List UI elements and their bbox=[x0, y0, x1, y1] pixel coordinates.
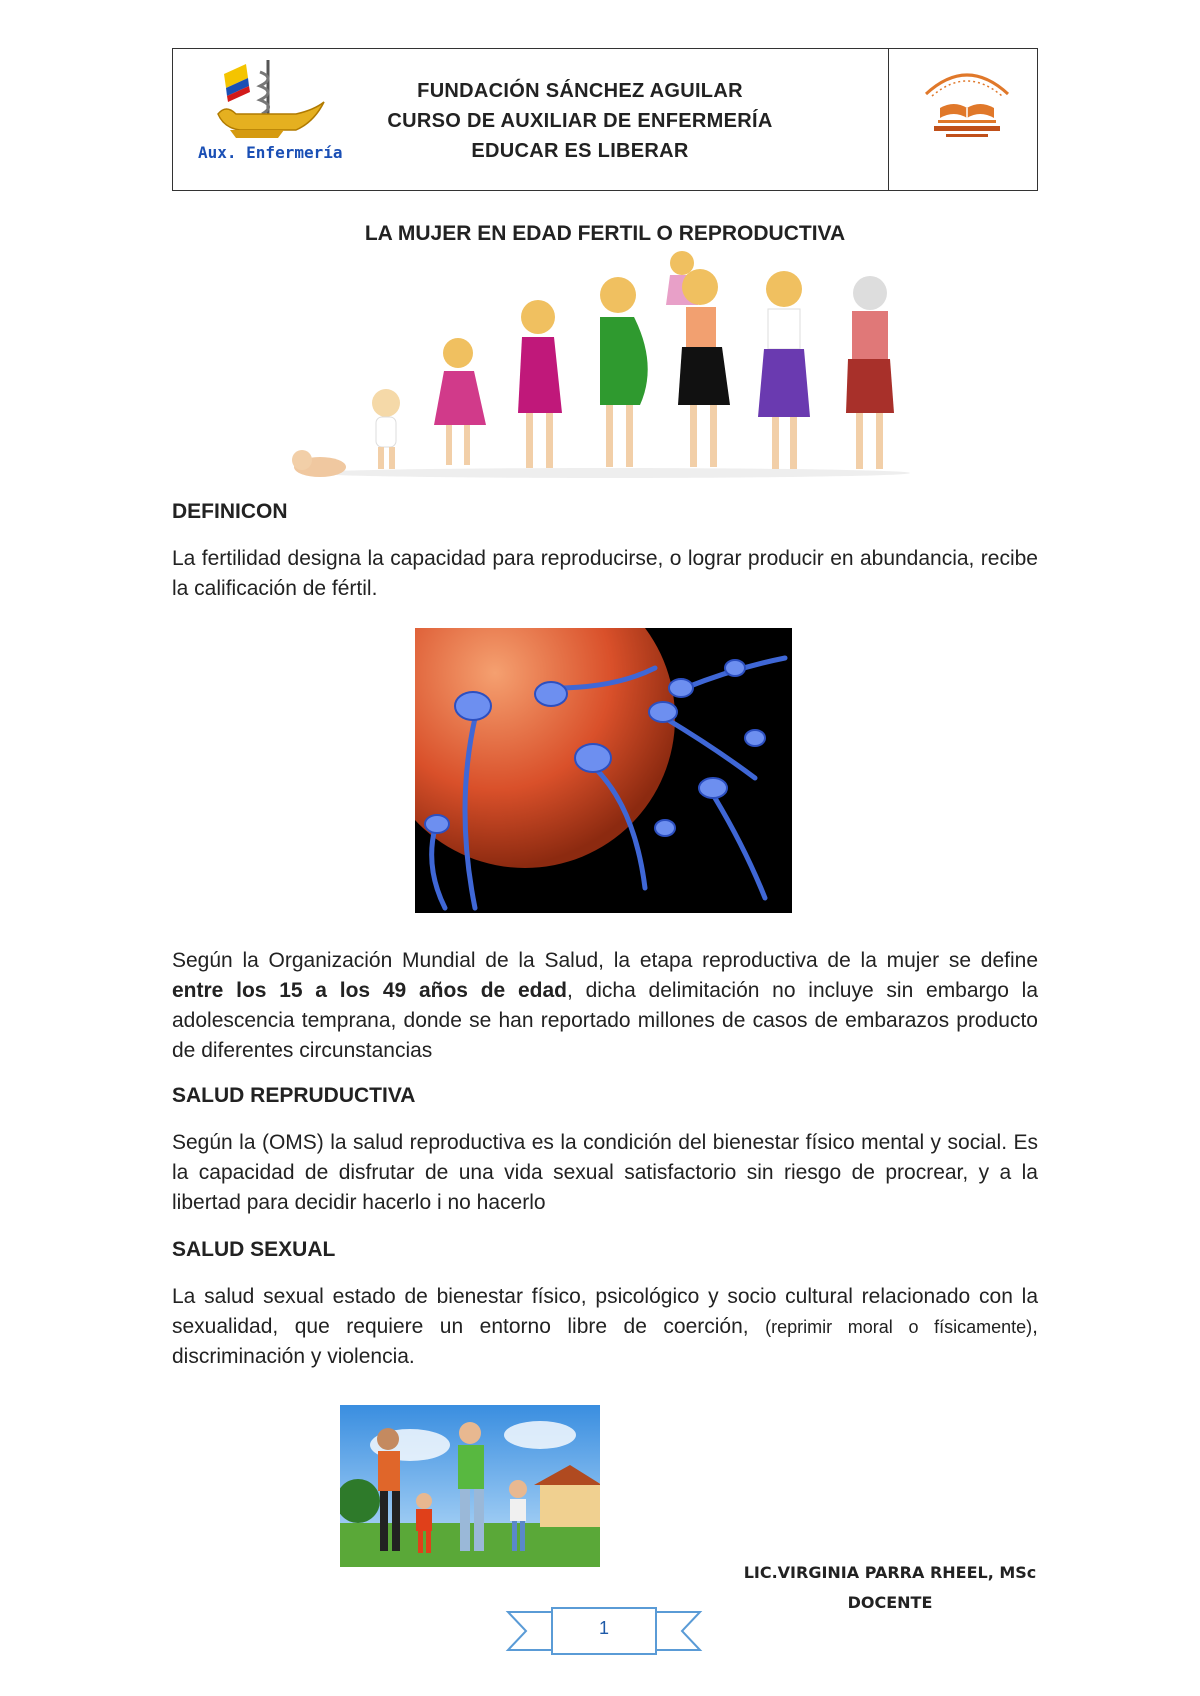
sexual-health-paragraph bbox=[172, 1282, 1038, 1372]
oms-text-before: Según la Organización Mundial de la Salud, la etapa reproductiva de la mujer se define bbox=[172, 949, 1038, 972]
header-line-3: EDUCAR ES LIBERAR bbox=[471, 140, 689, 162]
signature-role: DOCENTE bbox=[847, 1593, 933, 1612]
header-divider bbox=[888, 48, 889, 191]
definition-heading: DEFINICON bbox=[172, 500, 288, 523]
sexual-health-heading: SALUD SEXUAL bbox=[172, 1238, 336, 1261]
family-photo bbox=[340, 1405, 600, 1567]
reproductive-health-heading: SALUD REPRUDUCTIVA bbox=[172, 1084, 416, 1107]
header-line-1: FUNDACIÓN SÁNCHEZ AGUILAR bbox=[417, 80, 743, 102]
life-stages-image bbox=[290, 245, 930, 480]
sexual-text-small: (reprimir moral o físicamente) bbox=[765, 1317, 1033, 1337]
foundation-seal-logo bbox=[912, 56, 1022, 146]
logo-text: Aux. Enfermería bbox=[198, 143, 343, 162]
page-title: LA MUJER EN EDAD FERTIL O REPRODUCTIVA bbox=[364, 222, 846, 245]
oms-paragraph bbox=[172, 946, 1038, 1066]
page-number: 1 bbox=[598, 1618, 609, 1638]
signature-name: LIC.VIRGINIA PARRA RHEEL, MSc bbox=[743, 1563, 1037, 1582]
header-title-block bbox=[300, 76, 860, 166]
header-line-2: CURSO DE AUXILIAR DE ENFERMERÍA bbox=[387, 110, 773, 132]
definition-paragraph: La fertilidad designa la capacidad para reproducirse, o lograr producir en abundancia, recibe la calificación de fértil. bbox=[172, 547, 1038, 600]
sexual-text-1: La salud sexual estado de bienestar físico, psicológico y socio cultural relacionado con la sexualidad, que requiere un entorno libre de coerción, bbox=[172, 1285, 1038, 1338]
fertilization-image bbox=[415, 628, 792, 913]
reproductive-health-paragraph: Según la (OMS) la salud reproductiva es la condición del bienestar físico mental y social. Es la capacidad de disfrutar de una vida sexual satisfactorio sin riesgo de procrear, y a la libertad para decidir hacerlo i no hacerlo bbox=[172, 1131, 1038, 1214]
signature-block bbox=[690, 1558, 1090, 1618]
sexual-text-2: , discriminación y violencia. bbox=[172, 1315, 1038, 1368]
oms-text-after: , dicha delimitación no incluye sin embargo la adolescencia temprana, donde se han reportado millones de casos de embarazos producto de diferentes circunstancias bbox=[172, 979, 1038, 1062]
oms-text-bold: entre los 15 a los 49 años de edad bbox=[172, 979, 567, 1002]
